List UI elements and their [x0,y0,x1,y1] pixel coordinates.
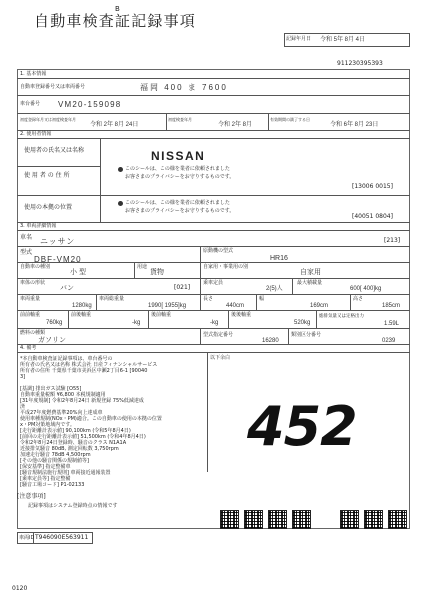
maker-code: [213] [384,237,401,244]
remark-line: 平成27年度燃費基準20%向上達成車 [20,410,103,416]
doc-number: 911230395393 [337,60,383,67]
user-address-label: 使 用 者 の 住 所 [24,172,70,179]
length-label: 長さ [203,296,214,302]
issue-date-value: 令和 5年 8月 4日 [320,37,366,43]
remark-line: [保安基準] 指定整備車 [20,464,71,470]
notice1-line2: お客さまのプライバシーをお守りするものです。 [125,174,235,180]
page-code: 0120 [12,585,28,592]
rear-front-axle-value: -kg [210,320,219,326]
remark-line: 済 [20,404,26,410]
engine-value: HR16 [270,255,288,262]
qr-code-icon [292,510,311,529]
expiry-label: 有効期間の満了する日 [270,117,310,122]
rear-rear-axle-label: 後後軸重 [231,312,252,318]
first-reg-value: 令和 2年 8月 24日 [90,122,139,128]
notice1-line1: このシールは、この様を業者に依頼されました [125,166,230,172]
capacity-value: 2(5)人 [266,286,283,292]
notice2-line1: このシールは、この様を業者に依頼されました [125,200,230,206]
section1-heading: 1. 基本情報 [20,71,47,77]
rear-rear-axle-value: 520kg [294,320,311,326]
remark-line: 近接排気騒音 80dB, 測定回転数 3,750rpm [20,446,119,452]
width-label: 幅 [259,296,265,302]
base-code: [40051 0804] [352,213,393,220]
qr-code-icon [268,510,287,529]
reg-value: 福岡 400 ま 7600 [140,83,228,92]
capacity-label: 乗車定員 [203,280,224,286]
rear-front-axle-label: 後前軸重 [151,312,172,318]
remark-line: 令和2年8月24日登録時、騒音のクラス N1A1A [20,440,127,446]
notes-text: 記録事項はシステム登録時点の情報です [28,503,118,509]
chassis-label: 車台番号 [20,101,41,107]
qr-code-icon [388,510,407,529]
front-front-axle-value: 760kg [46,320,63,326]
class-number-label: 類別区分番号 [291,332,322,338]
base-location-label: 使用の本拠の位置 [24,204,73,211]
use-label: 用途 [137,264,148,270]
issue-date-label: 記録年月日 [286,36,312,42]
remark-line: 加速走行騒音 78dB 4,500rpm [20,452,91,458]
model-value: DBF-VM20 [34,255,82,264]
remark-line: [騒音工場コード] P1-02133 [20,482,85,488]
fuel-value: ガソリン [38,337,66,344]
gross-weight-value: 1990[ 1955]kg [148,303,187,309]
height-label: 高さ [353,296,364,302]
qr-code-icon [364,510,383,529]
document-title: 自動車検査証記録事項 [34,12,197,30]
displacement-label: 総排気量又は定格出力 [319,314,364,319]
weight-label: 車両重量 [20,296,41,302]
expiry-value: 令和 6年 8月 23日 [330,122,379,128]
section2-heading: 2. 使用者情報 [20,131,52,137]
length-value: 440cm [226,303,245,309]
notice-bullet-icon [118,201,123,206]
type-designation-value: 16280 [262,338,279,344]
private-label: 自家用・事業用の別 [203,264,249,270]
maker-label: 車名 [20,234,33,241]
front-front-axle-label: 前前軸重 [20,312,41,318]
weight-value: 1280kg [72,303,92,309]
fuel-label: 燃料の種類 [20,330,46,336]
first-inspect-value: 令和 2年 8月 [218,122,253,128]
remark-line: 所有者の氏名又は名称 株式会社 日産フィナンシャルサービス [20,362,158,368]
remark-line: [31年度規制] 令和2年8月24日 新規登録 75%低減達成 [20,398,144,404]
body-value: バン [60,285,74,292]
section4-heading: 4. 備考 [20,345,37,351]
type-designation-label: 型式指定番号 [203,332,234,338]
first-reg-label: 初度登録年月又は初度検査年月 [20,117,76,122]
vehicle-id-value: T946090E563911 [35,534,89,541]
notice2-line2: お客さまのプライバシーをお守りするものです。 [125,208,235,214]
qr-code-icon [340,510,359,529]
chassis-value: VM20-159098 [58,100,122,109]
remark-line: [その他の騒音関係の規制値等] [20,458,89,464]
engine-label: 原動機の型式 [203,248,234,254]
remark-line: x・PM対策地域内です。 [20,422,75,428]
kind-label: 自動車の種別 [20,264,51,270]
remark-line: 所有者の住所 千葉県千葉市美浜区中瀬2丁目6-1 [90040 [20,368,148,374]
remark-line: [乗車定員等] 指定整備 [20,476,71,482]
displacement-value: 1.59L [384,321,400,327]
use-value: 貨物 [150,269,164,276]
maker-value: ニッサン [40,237,76,246]
first-inspect-label: 初度検査年月 [168,117,192,122]
vehicle-id-label: 車両ID [19,535,35,541]
gross-weight-label: 車両総重量 [99,296,125,302]
qr-code-icon [244,510,263,529]
reg-label: 自動車登録番号又は車両番号 [20,84,86,90]
remark-line: [走行距離計表示値] 90,100km (令和5年8月4日) [20,428,131,434]
qr-code-icon [220,510,239,529]
remark-line: 使用車種規制(NOx・PM)適合。この自動車の使用の本拠の位置 [20,416,162,422]
height-value: 185cm [382,303,401,309]
remark-line: [基調] 排出ガス試験 [O55] [20,386,82,392]
body-label: 車体の形状 [20,280,46,286]
max-load-label: 最大積載量 [297,280,323,286]
user-name-label: 使用者の氏名又は名称 [24,147,85,154]
address-code: [13006 0015] [352,183,393,190]
width-value: 169cm [310,303,329,309]
letter-mark: B [115,5,120,13]
remark-line: 3] [20,374,26,380]
front-rear-axle-value: -kg [132,320,141,326]
model-label: 型式 [20,249,33,256]
remark-line: [騒音規制法施行規則] 車両接近通報装置 [20,470,111,476]
handwritten-plate-number: 452 [247,395,357,458]
section3-heading: 3. 車両詳細情報 [20,223,57,229]
notes-heading: [注意事項] [17,493,46,500]
private-value: 自家用 [300,269,321,276]
remark-line: 自動車重量税額 ¥6,800 本税規制適用 [20,392,106,398]
printout-end-label: 以下余白 [210,355,231,361]
remark-line: [前回の走行距離計表示値] 51,500km (令和4年8月4日) [20,434,146,440]
remark-line: *本自動車検査証記録事項は、車台番号の [20,356,113,362]
body-code: [021] [174,284,191,291]
max-load-value: 600[ 400]kg [350,286,382,292]
kind-value: 小 型 [70,269,86,276]
notice-bullet-icon [118,167,123,172]
front-rear-axle-label: 前後軸重 [71,312,92,318]
class-number-value: 0239 [382,338,396,344]
nissan-brand: NISSAN [151,149,206,163]
